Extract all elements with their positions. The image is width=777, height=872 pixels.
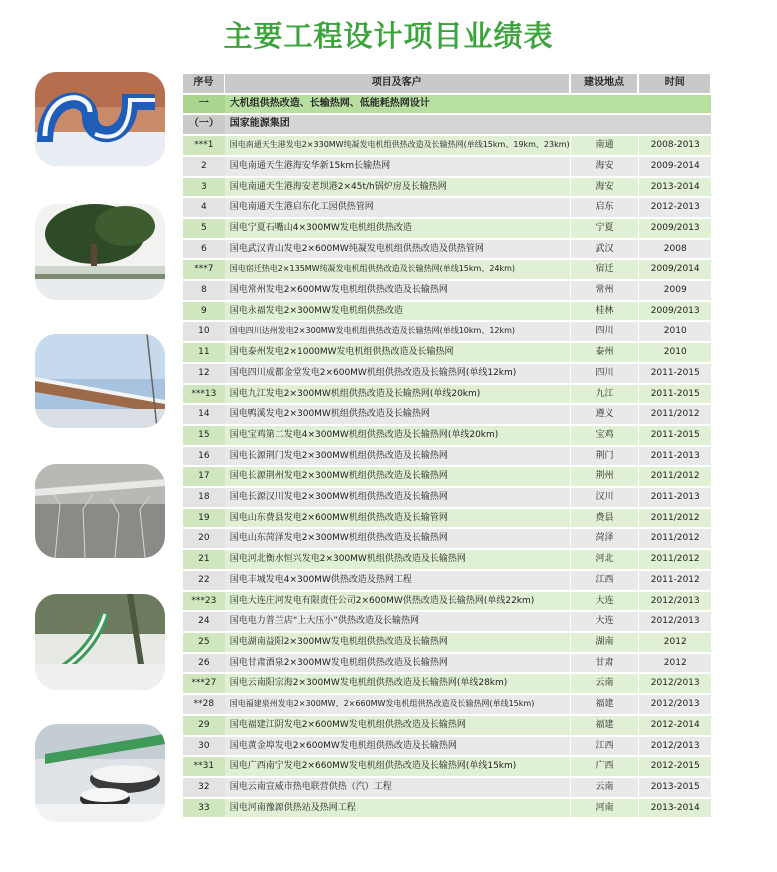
table-row — [183, 716, 711, 735]
row-no: **31 — [183, 757, 225, 776]
table-row — [183, 157, 711, 176]
row-time: 2011/2012 — [638, 467, 711, 486]
row-no: 8 — [183, 281, 225, 300]
row-no: 33 — [183, 799, 225, 818]
table-row — [183, 592, 711, 611]
row-time: 2011/2012 — [638, 529, 711, 548]
row-location: 汉川 — [570, 488, 639, 507]
table-row — [183, 488, 711, 507]
row-project: 国电河南豫源供热站及热网工程 — [225, 799, 570, 818]
row-project: 国电河北衡水恒兴发电2×300MW机组供热改造及长输热网 — [225, 550, 570, 569]
row-project: 国电云南宣威市热电联营供热（汽）工程 — [225, 778, 570, 797]
row-project: 国电山东菏泽发电2×300MW机组供热改造及长输热网 — [225, 529, 570, 548]
row-time: 2013-2014 — [638, 799, 711, 818]
row-location: 菏泽 — [570, 529, 639, 548]
row-no: 10 — [183, 322, 225, 341]
row-no: 18 — [183, 488, 225, 507]
row-time: 2013-2015 — [638, 778, 711, 797]
row-no: 4 — [183, 198, 225, 217]
row-time: 2012-2013 — [638, 198, 711, 217]
row-location: 荆门 — [570, 447, 639, 466]
row-time: 2011/2012 — [638, 550, 711, 569]
row-project: 国电常州发电2×600MW发电机组供热改造及长输热网 — [225, 281, 570, 300]
row-no: 12 — [183, 364, 225, 383]
row-time: 2008-2013 — [638, 136, 711, 155]
row-no: 11 — [183, 343, 225, 362]
row-location: 遵义 — [570, 405, 639, 424]
table-row — [183, 633, 711, 652]
section-row — [183, 95, 711, 114]
snow-field-pipe-photo — [35, 594, 165, 690]
snowy-pipe-loop-photo — [35, 72, 165, 166]
row-location: 常州 — [570, 281, 639, 300]
row-time: 2008 — [638, 240, 711, 259]
row-time: 2012-2014 — [638, 716, 711, 735]
row-location: 大连 — [570, 612, 639, 631]
table-row — [183, 550, 711, 569]
column-header-no: 序号 — [183, 74, 225, 93]
row-location: 四川 — [570, 322, 639, 341]
table-row — [183, 260, 711, 279]
row-project: 国电四川达州发电2×300MW发电机组供热改造及长输热网(单线10km、12km) — [225, 322, 570, 341]
row-project: 国电四川成都金堂发电2×600MW机组供热改造及长输热网(单线12km) — [225, 364, 570, 383]
row-project: 国电南通天生港启东化工园供热管网 — [225, 198, 570, 217]
row-project: 国电宿迁热电2×135MW纯凝发电机组供热改造及长输热网(单线15km、24km) — [225, 260, 570, 279]
table-row — [183, 198, 711, 217]
row-project: 国电黄金埠发电2×600MW发电机组供热改造及长输热网 — [225, 737, 570, 756]
row-project: 国电湖南益阳2×300MW发电机组供热改造及长输热网 — [225, 633, 570, 652]
row-project: 国电南通天生港发电2×330MW纯凝发电机组供热改造及长输热网(单线15km、19km、23km) — [225, 136, 570, 155]
table-row — [183, 343, 711, 362]
table-row — [183, 364, 711, 383]
table-row — [183, 737, 711, 756]
row-time: 2010 — [638, 322, 711, 341]
row-no: 25 — [183, 633, 225, 652]
row-location: 宁夏 — [570, 219, 639, 238]
tree-pipeline-photo — [35, 204, 165, 300]
row-no: ***27 — [183, 674, 225, 693]
table-row — [183, 281, 711, 300]
row-no: 21 — [183, 550, 225, 569]
row-location: 海安 — [570, 157, 639, 176]
row-time: 2011-2013 — [638, 447, 711, 466]
row-project: 国电九江发电2×300MW机组供热改造及长输热网(单线20km) — [225, 385, 570, 404]
row-no: 24 — [183, 612, 225, 631]
row-time: 2010 — [638, 343, 711, 362]
row-location: 泰州 — [570, 343, 639, 362]
group-title: 国家能源集团 — [225, 115, 711, 134]
row-location: 武汉 — [570, 240, 639, 259]
group-row — [183, 115, 711, 134]
table-row — [183, 240, 711, 259]
row-project: 国电丰城发电4×300MW供热改造及热网工程 — [225, 571, 570, 590]
row-no: ***13 — [183, 385, 225, 404]
group-no: （一） — [183, 115, 225, 134]
row-no: ***1 — [183, 136, 225, 155]
row-project: 国电福建泉州发电2×300MW、2×660MW发电机组供热改造及长输热网(单线15km) — [225, 695, 570, 714]
row-project: 国电云南阳宗海2×300MW发电机组供热改造及长输热网(单线28km) — [225, 674, 570, 693]
table-header-row — [183, 74, 711, 93]
row-no: 32 — [183, 778, 225, 797]
table-row — [183, 529, 711, 548]
row-location: 江西 — [570, 571, 639, 590]
frosty-trees-photo — [35, 464, 165, 558]
row-project: 国电甘肃酒泉2×300MW发电机组供热改造及长输热网 — [225, 654, 570, 673]
row-project: 国电泰州发电2×1000MW发电机组供热改造及长输热网 — [225, 343, 570, 362]
row-no: 17 — [183, 467, 225, 486]
row-no: 6 — [183, 240, 225, 259]
row-project: 国电山东费县发电2×600MW机组供热改造及长输管网 — [225, 509, 570, 528]
row-location: 甘肃 — [570, 654, 639, 673]
section-title: 大机组供热改造、长输热网、低能耗热网设计 — [225, 95, 711, 114]
row-time: 2009/2013 — [638, 302, 711, 321]
row-no: 14 — [183, 405, 225, 424]
row-time: 2012/2013 — [638, 674, 711, 693]
row-time: 2012/2013 — [638, 592, 711, 611]
row-time: 2009/2014 — [638, 260, 711, 279]
row-no: 19 — [183, 509, 225, 528]
row-location: 海安 — [570, 178, 639, 197]
row-project: 国电长源荆州发电2×300MW机组供热改造及长输热网 — [225, 467, 570, 486]
row-project: 国电宁夏石嘴山4×300MW发电机组供热改造 — [225, 219, 570, 238]
table-row — [183, 426, 711, 445]
row-project: 国电长源荆门发电2×300MW机组供热改造及长输热网 — [225, 447, 570, 466]
table-row — [183, 405, 711, 424]
row-time: 2012 — [638, 633, 711, 652]
row-no: 16 — [183, 447, 225, 466]
row-location: 桂林 — [570, 302, 639, 321]
row-project: 国电福建江阴发电2×600MW发电机组供热改造及长输热网 — [225, 716, 570, 735]
row-time: 2012/2013 — [638, 737, 711, 756]
row-no: 29 — [183, 716, 225, 735]
row-time: 2009 — [638, 281, 711, 300]
row-time: 2011/2012 — [638, 405, 711, 424]
row-time: 2009-2014 — [638, 157, 711, 176]
table-row — [183, 136, 711, 155]
table-row — [183, 509, 711, 528]
table-row — [183, 757, 711, 776]
row-location: 河北 — [570, 550, 639, 569]
row-location: 福建 — [570, 695, 639, 714]
row-location: 费县 — [570, 509, 639, 528]
row-time: 2012 — [638, 654, 711, 673]
elevated-pipe-photo — [35, 334, 165, 428]
performance-table — [183, 72, 711, 819]
row-no: **28 — [183, 695, 225, 714]
column-header-time: 时间 — [638, 74, 711, 93]
page-title: 主要工程设计项目业绩表 — [223, 19, 554, 53]
row-time: 2012/2013 — [638, 695, 711, 714]
column-header-location: 建设地点 — [570, 74, 639, 93]
section-no: 一 — [183, 95, 225, 114]
row-project: 国电鸭溪发电2×300MW机组供热改造及长输热网 — [225, 405, 570, 424]
row-location: 宝鸡 — [570, 426, 639, 445]
row-time: 2009/2013 — [638, 219, 711, 238]
snowy-cars-photo — [35, 724, 165, 822]
table-row — [183, 302, 711, 321]
table-row — [183, 385, 711, 404]
row-location: 荆州 — [570, 467, 639, 486]
row-time: 2012-2015 — [638, 757, 711, 776]
row-location: 宿迁 — [570, 260, 639, 279]
row-no: 22 — [183, 571, 225, 590]
row-location: 启东 — [570, 198, 639, 217]
row-location: 福建 — [570, 716, 639, 735]
row-project: 国电广西南宁发电2×660MW发电机组供热改造及长输热网(单线15km) — [225, 757, 570, 776]
table-row — [183, 612, 711, 631]
row-no: 30 — [183, 737, 225, 756]
row-no: ***23 — [183, 592, 225, 611]
table-row — [183, 322, 711, 341]
row-no: 20 — [183, 529, 225, 548]
table-row — [183, 654, 711, 673]
row-no: 9 — [183, 302, 225, 321]
row-time: 2011-2015 — [638, 385, 711, 404]
table-row — [183, 467, 711, 486]
row-project: 国电电力普兰店“上大压小”供热改造及长输热网 — [225, 612, 570, 631]
row-location: 云南 — [570, 778, 639, 797]
row-time: 2011-2015 — [638, 364, 711, 383]
row-project: 国电大连庄河发电有限责任公司2×600MW供热改造及长输热网(单线22km) — [225, 592, 570, 611]
table-row — [183, 219, 711, 238]
row-time: 2012/2013 — [638, 612, 711, 631]
row-no: ***7 — [183, 260, 225, 279]
row-location: 江西 — [570, 737, 639, 756]
table-row — [183, 778, 711, 797]
table-row — [183, 695, 711, 714]
table-row — [183, 799, 711, 818]
row-no: 15 — [183, 426, 225, 445]
row-no: 3 — [183, 178, 225, 197]
row-project: 国电南通天生港海安华新15km长输热网 — [225, 157, 570, 176]
row-no: 5 — [183, 219, 225, 238]
row-location: 大连 — [570, 592, 639, 611]
row-location: 广西 — [570, 757, 639, 776]
row-time: 2011-2012 — [638, 571, 711, 590]
row-location: 九江 — [570, 385, 639, 404]
row-project: 国电长源汉川发电2×300MW机组供热改造及长输热网 — [225, 488, 570, 507]
row-time: 2011-2015 — [638, 426, 711, 445]
row-no: 26 — [183, 654, 225, 673]
row-location: 河南 — [570, 799, 639, 818]
table-row — [183, 447, 711, 466]
row-no: 2 — [183, 157, 225, 176]
row-project: 国电南通天生港海安老坝港2×45t/h锅炉房及长输热网 — [225, 178, 570, 197]
row-location: 云南 — [570, 674, 639, 693]
row-project: 国电永福发电2×300MW发电机组供热改造 — [225, 302, 570, 321]
row-time: 2011/2012 — [638, 509, 711, 528]
row-time: 2013-2014 — [638, 178, 711, 197]
row-time: 2011-2013 — [638, 488, 711, 507]
table-row — [183, 674, 711, 693]
row-project: 国电宝鸡第二发电4×300MW机组供热改造及长输热网(单线20km) — [225, 426, 570, 445]
row-location: 南通 — [570, 136, 639, 155]
table-row — [183, 178, 711, 197]
row-location: 四川 — [570, 364, 639, 383]
column-header-name: 项目及客户 — [225, 74, 570, 93]
row-project: 国电武汉青山发电2×600MW纯凝发电机组供热改造及供热管网 — [225, 240, 570, 259]
table-row — [183, 571, 711, 590]
row-location: 湖南 — [570, 633, 639, 652]
